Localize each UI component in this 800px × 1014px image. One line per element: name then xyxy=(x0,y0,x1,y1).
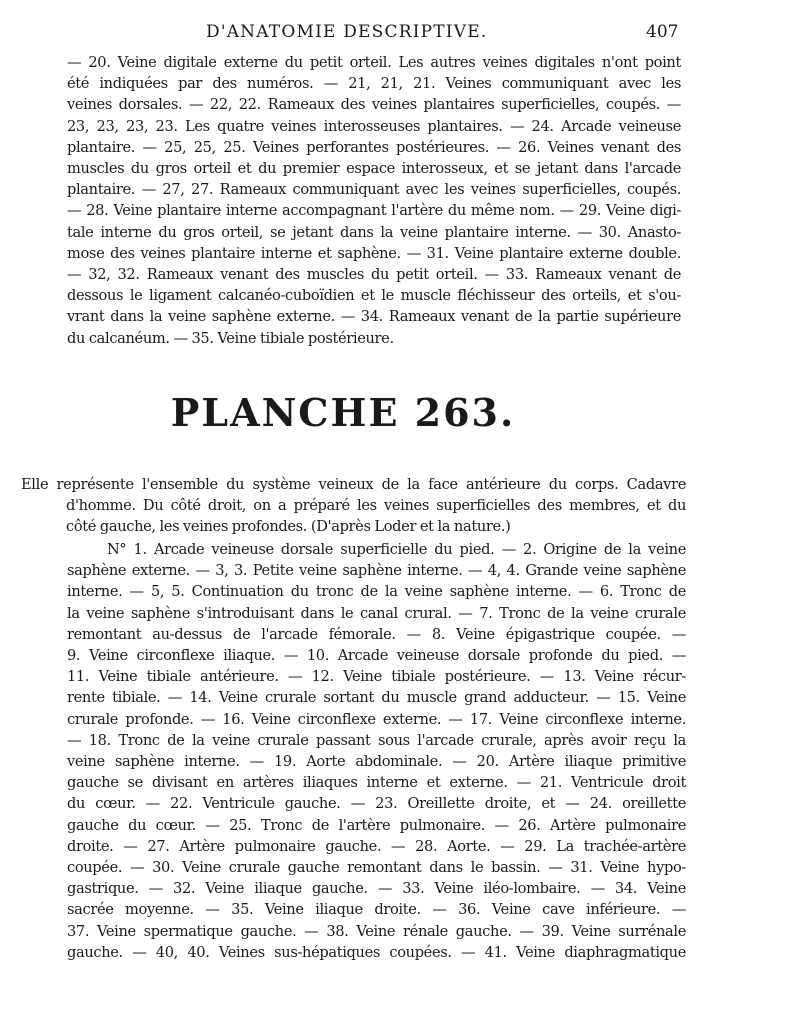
text-line: plantaire. — 25, 25, 25. Veines perforantes postérieures. — 26. Veines venant des xyxy=(67,138,681,156)
text-line: rente tibiale. — 14. Veine crurale sortant du muscle grand adducteur. — 15. Veine xyxy=(67,689,686,707)
running-title: D'ANATOMIE DESCRIPTIVE. xyxy=(206,22,488,42)
text-line: vrant dans la veine saphène externe. — 34. Rameaux venant de la partie supérieure xyxy=(67,308,681,326)
text-line: veine saphène interne. — 19. Aorte abdominale. — 20. Artère iliaque primitive xyxy=(67,753,686,771)
text-line: N° 1. Arcade veineuse dorsale superficielle du pied. — 2. Origine de la veine xyxy=(107,541,686,558)
plate-legend xyxy=(67,539,686,963)
text-line: — 28. Veine plantaire interne accompagnant l'artère du même nom. — 29. Veine digi- xyxy=(67,202,681,220)
text-line: 11. Veine tibiale antérieure. — 12. Veine tibiale postérieure. — 13. Veine récur- xyxy=(67,668,686,686)
text-line: veines dorsales. — 22, 22. Rameaux des veines plantaires superficielles, coupés. — xyxy=(67,96,681,114)
text-line: du calcanéum. — 35. Veine tibiale postérieure. xyxy=(67,329,394,347)
text-line: 9. Veine circonflexe iliaque. — 10. Arcade veineuse dorsale profonde du pied. — xyxy=(67,647,686,665)
plate-intro xyxy=(21,474,686,538)
text-line: — 20. Veine digitale externe du petit orteil. Les autres veines digitales n'ont point xyxy=(67,54,681,71)
text-line: plantaire. — 27, 27. Rameaux communiquant avec les veines superficielles, coupés. xyxy=(67,181,681,199)
text-line: gauche du cœur. — 25. Tronc de l'artère pulmonaire. — 26. Artère pulmonaire xyxy=(67,816,686,834)
text-line: gauche se divisant en artères iliaques interne et externe. — 21. Ventricule droit xyxy=(67,774,686,792)
text-line: tale interne du gros orteil, se jetant dans la veine plantaire interne. — 30. Anasto- xyxy=(67,223,681,241)
text-line: 23, 23, 23, 23. Les quatre veines interosseuses plantaires. — 24. Arcade veineuse xyxy=(67,117,681,135)
text-line: coupée. — 30. Veine crurale gauche remontant dans le bassin. — 31. Veine hypo- xyxy=(67,859,686,877)
text-line: sacrée moyenne. — 35. Veine iliaque droite. — 36. Veine cave inférieure. — xyxy=(67,901,686,919)
previous-plate-legend xyxy=(67,52,681,349)
page-number: 407 xyxy=(646,22,679,42)
text-line: — 18. Tronc de la veine crurale passant sous l'arcade crurale, après avoir reçu la xyxy=(67,731,686,749)
text-line: gauche. — 40, 40. Veines sus-hépatiques coupées. — 41. Veine diaphragmatique xyxy=(67,943,686,961)
text-line: crurale profonde. — 16. Veine circonflexe externe. — 17. Veine circonflexe interne. xyxy=(67,710,686,728)
text-line: du cœur. — 22. Ventricule gauche. — 23. Oreillette droite, et — 24. oreillette xyxy=(67,795,686,813)
text-line: d'homme. Du côté droit, on a préparé les veines superficielles des membres, et du xyxy=(66,497,686,515)
text-line: interne. — 5, 5. Continuation du tronc de la veine saphène interne. — 6. Tronc de xyxy=(67,583,686,601)
text-line: — 32, 32. Rameaux venant des muscles du petit orteil. — 33. Rameaux venant de xyxy=(67,266,681,284)
text-line: la veine saphène s'introduisant dans le canal crural. — 7. Tronc de la veine crurale xyxy=(67,604,686,622)
plate-title: PLANCHE 263. xyxy=(170,390,516,435)
text-line: gastrique. — 32. Veine iliaque gauche. — 33. Veine iléo-lombaire. — 34. Veine xyxy=(67,880,686,898)
text-line: mose des veines plantaire interne et saphène. — 31. Veine plantaire externe double. xyxy=(67,244,681,262)
text-line: saphène externe. — 3, 3. Petite veine saphène interne. — 4, 4. Grande veine saphène xyxy=(67,562,686,580)
running-head xyxy=(0,22,800,48)
text-line: côté gauche, les veines profondes. (D'après Loder et la nature.) xyxy=(66,518,511,536)
text-line: remontant au-dessus de l'arcade fémorale. — 8. Veine épigastrique coupée. — xyxy=(67,625,686,643)
text-line: muscles du gros orteil et du premier espace interosseux, et se jetant dans l'arcade xyxy=(67,160,681,178)
text-line: dessous le ligament calcanéo-cuboïdien et le muscle fléchisseur des orteils, et s'ou- xyxy=(67,287,681,305)
text-line: 37. Veine spermatique gauche. — 38. Veine rénale gauche. — 39. Veine surrénale xyxy=(67,922,686,940)
text-line: droite. — 27. Artère pulmonaire gauche. — 28. Aorte. — 29. La trachée-artère xyxy=(67,837,686,855)
text-line: Elle représente l'ensemble du système veineux de la face antérieure du corps. Cadavre xyxy=(21,476,686,493)
text-line: été indiquées par des numéros. — 21, 21, 21. Veines communiquant avec les xyxy=(67,75,681,93)
